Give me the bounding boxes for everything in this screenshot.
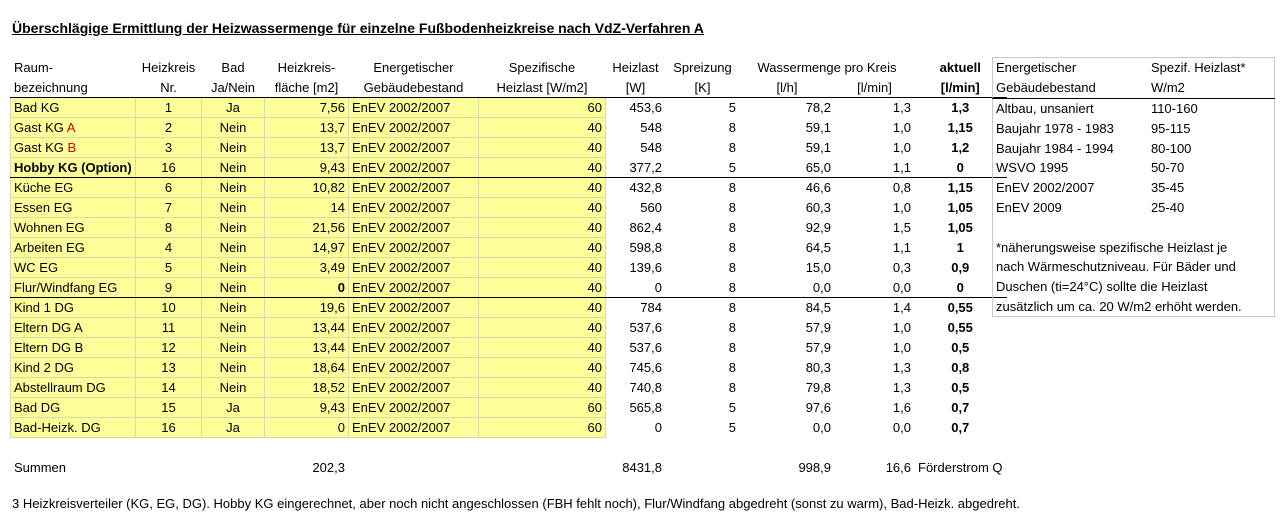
ref-header: Gebäudebestand — [993, 78, 1148, 98]
area-cell: 13,44 — [265, 338, 349, 358]
energy-standard-cell: EnEV 2002/2007 — [349, 338, 479, 358]
sum-load: 8431,8 — [622, 459, 662, 475]
header-cell: [l/min] — [835, 78, 915, 98]
actual-flow-cell: 1,15 — [947, 180, 973, 195]
flow-lh-cell: 0,0 — [740, 278, 835, 298]
bath-cell: Nein — [202, 118, 265, 138]
spread-cell: 8 — [728, 320, 736, 335]
ref-header: W/m2 — [1148, 78, 1275, 98]
flow-lmin-cell: 1,1 — [835, 158, 915, 178]
room-name-cell — [11, 398, 136, 418]
ref-value-cell: 25-40 — [1150, 199, 1185, 215]
room-suffix: B — [67, 140, 77, 155]
circuit-nr-cell: 13 — [136, 358, 202, 378]
bath-cell: Nein — [202, 178, 265, 198]
room-name-cell — [11, 298, 136, 318]
heat-load-cell: 740,8 — [629, 380, 662, 395]
area-cell: 13,7 — [265, 138, 349, 158]
specific-load-cell: 40 — [479, 358, 606, 378]
specific-load-cell: 60 — [479, 418, 606, 438]
circuit-nr-cell: 12 — [136, 338, 202, 358]
heat-load-cell: 537,6 — [629, 340, 662, 355]
spread-cell: 5 — [728, 400, 736, 415]
flow-lh-cell: 57,9 — [805, 320, 831, 335]
table-row — [11, 398, 1007, 418]
energy-standard-cell: EnEV 2002/2007 — [349, 198, 479, 218]
empty-cell — [666, 457, 740, 477]
room-name: Flur/Windfang EG — [14, 280, 118, 295]
room-name-cell — [11, 158, 136, 178]
area-cell: 18,64 — [265, 358, 349, 378]
area-cell: 9,43 — [265, 398, 349, 418]
sum-flow-lmin: 16,6 — [885, 459, 911, 475]
flow-lmin-cell: 1,3 — [892, 100, 911, 115]
room-name: Hobby KG (Option) — [14, 160, 132, 175]
room-name-cell — [11, 358, 136, 378]
room-name: Gast KG — [14, 120, 67, 135]
actual-flow-cell: 1,05 — [947, 200, 973, 215]
bath-cell: Ja — [202, 398, 265, 418]
spread-cell: 8 — [728, 200, 736, 215]
heat-load-cell: 377,2 — [606, 158, 666, 178]
area-cell: 13,44 — [265, 318, 349, 338]
specific-load-cell: 40 — [479, 198, 606, 218]
ref-type-cell: Altbau, unsaniert — [996, 100, 1094, 116]
room-name: Gast KG — [14, 140, 68, 155]
actual-flow-cell: 0,5 — [951, 380, 970, 395]
table-row — [11, 278, 1007, 298]
room-name: Essen EG — [14, 200, 73, 215]
actual-flow-cell: 0,8 — [951, 360, 970, 375]
room-name-cell — [11, 98, 136, 118]
ref-value-cell: 110-160 — [1150, 100, 1198, 116]
ref-value-cell: 95-115 — [1150, 120, 1191, 136]
bath-cell: Nein — [202, 238, 265, 258]
ref-row — [993, 118, 1275, 138]
energy-standard-cell: EnEV 2002/2007 — [349, 278, 479, 298]
table-row — [11, 338, 1007, 358]
actual-flow-cell: 1,3 — [951, 100, 970, 115]
spread-cell: 8 — [728, 140, 736, 155]
bath-cell: Nein — [202, 298, 265, 318]
bath-cell: Nein — [202, 318, 265, 338]
actual-flow-cell: 0,7 — [951, 400, 970, 415]
area-cell: 0 — [265, 278, 349, 298]
room-name: Wohnen EG — [14, 220, 85, 235]
energy-standard-cell: EnEV 2002/2007 — [349, 158, 479, 178]
circuit-nr-cell: 1 — [136, 98, 202, 118]
energy-standard-cell: EnEV 2002/2007 — [349, 178, 479, 198]
specific-load-cell: 60 — [479, 98, 606, 118]
circuit-nr-cell: 7 — [136, 198, 202, 218]
flow-lmin-cell: 1,0 — [892, 340, 911, 355]
actual-flow-cell: 1 — [956, 240, 964, 255]
actual-flow-cell: 0,5 — [951, 340, 970, 355]
circuit-nr-cell: 3 — [136, 138, 202, 158]
energy-standard-cell: EnEV 2002/2007 — [349, 118, 479, 138]
room-name: Kind 2 DG — [14, 360, 74, 375]
ref-type-cell: Baujahr 1984 - 1994 — [996, 140, 1114, 156]
ref-header: Spezif. Heizlast* — [1150, 60, 1246, 76]
flow-lmin-cell: 1,1 — [892, 240, 911, 255]
flow-lh-cell: 78,2 — [805, 100, 831, 115]
header-cell: Ja/Nein — [202, 78, 265, 98]
heat-load-cell: 453,6 — [629, 100, 662, 115]
flow-lh-cell: 65,0 — [740, 158, 835, 178]
sums-label: Summen — [14, 459, 67, 475]
flow-lh-cell: 57,9 — [805, 340, 831, 355]
table-row — [11, 98, 1007, 118]
area-cell: 3,49 — [265, 258, 349, 278]
ref-row — [993, 138, 1275, 158]
heat-load-cell: 548 — [640, 120, 662, 135]
room-name: Bad KG — [14, 100, 60, 115]
flow-lmin-cell: 1,6 — [892, 400, 911, 415]
spacer-row — [11, 438, 1007, 458]
area-cell: 19,6 — [265, 298, 349, 318]
specific-load-cell: 60 — [479, 398, 606, 418]
table-row — [11, 138, 1007, 158]
energy-standard-cell: EnEV 2002/2007 — [349, 138, 479, 158]
flow-lmin-cell: 0,3 — [892, 260, 911, 275]
room-name: Arbeiten EG — [14, 240, 85, 255]
room-name: Abstellraum DG — [14, 380, 106, 395]
empty-cell — [349, 457, 479, 477]
header-row-1 — [11, 58, 1007, 78]
spread-cell: 8 — [728, 120, 736, 135]
circuit-nr-cell: 6 — [136, 178, 202, 198]
table-row — [11, 418, 1007, 438]
header-cell: Raum- — [14, 60, 54, 75]
ref-row — [993, 198, 1275, 218]
room-name-cell — [11, 418, 136, 438]
room-name-cell — [11, 218, 136, 238]
room-name-cell — [11, 338, 136, 358]
specific-load-cell: 40 — [479, 318, 606, 338]
table-row — [11, 118, 1007, 138]
specific-load-cell: 40 — [479, 298, 606, 318]
heat-load-cell: 598,8 — [629, 240, 662, 255]
specific-load-cell: 40 — [479, 178, 606, 198]
area-cell: 10,82 — [265, 178, 349, 198]
room-name-cell — [11, 138, 136, 158]
room-name: WC EG — [14, 260, 59, 275]
actual-flow-cell: 0,55 — [947, 300, 973, 315]
flow-lh-cell: 59,1 — [805, 120, 831, 135]
flow-lh-cell: 64,5 — [805, 240, 831, 255]
bath-cell: Ja — [202, 418, 265, 438]
specific-load-cell: 40 — [479, 218, 606, 238]
flow-lh-cell: 79,8 — [805, 380, 831, 395]
specific-load-cell: 40 — [479, 238, 606, 258]
room-name-cell — [11, 118, 136, 138]
table-row — [11, 318, 1007, 338]
spread-cell: 5 — [728, 420, 736, 435]
header-cell: Heizkreis — [141, 60, 196, 75]
room-name-cell — [11, 258, 136, 278]
header-cell: Spreizung — [673, 60, 732, 75]
room-suffix: A — [66, 120, 76, 135]
energy-standard-cell: EnEV 2002/2007 — [349, 398, 479, 418]
flow-lmin-cell: 1,3 — [892, 360, 911, 375]
circuit-nr-cell: 4 — [136, 238, 202, 258]
ref-note-row — [993, 277, 1275, 297]
header-cell: Gebäudebestand — [349, 78, 479, 98]
table-row — [11, 238, 1007, 258]
spread-cell: 8 — [728, 360, 736, 375]
table-row — [11, 198, 1007, 218]
ref-value-cell: 80-100 — [1150, 140, 1192, 156]
heating-circuit-table — [10, 57, 1007, 478]
ref-note-row — [993, 297, 1275, 317]
table-row — [11, 378, 1007, 398]
bath-cell: Nein — [202, 378, 265, 398]
actual-flow-cell: 0,9 — [951, 260, 970, 275]
circuit-nr-cell: 5 — [136, 258, 202, 278]
header-cell: fläche [m2] — [265, 78, 349, 98]
footer-note: 3 Heizkreisverteiler (KG, EG, DG). Hobby KG eingerechnet, aber noch nicht angeschlossen (FBH fehlt noch), Flur/Windfang abgedreht (sonst zu warm), Bad-Heizk. abgedreht. — [12, 496, 1020, 511]
ref-note-row — [993, 237, 1275, 257]
sum-area: 202,3 — [312, 459, 345, 475]
header-cell: Spezifische — [508, 60, 576, 75]
circuit-nr-cell: 16 — [136, 418, 202, 438]
area-cell: 0 — [265, 418, 349, 438]
room-name: Kind 1 DG — [14, 300, 74, 315]
heat-load-cell: 862,4 — [629, 220, 662, 235]
heat-load-cell: 0 — [606, 278, 666, 298]
specific-load-cell: 40 — [479, 338, 606, 358]
flow-lmin-cell: 1,0 — [892, 120, 911, 135]
bath-cell: Nein — [202, 358, 265, 378]
flow-lh-cell: 60,3 — [805, 200, 831, 215]
flow-lh-cell: 84,5 — [805, 300, 831, 315]
header-cell: [W] — [606, 78, 666, 98]
specific-load-cell: 40 — [479, 258, 606, 278]
ref-note-row — [993, 257, 1275, 277]
room-name-cell — [11, 278, 136, 298]
empty-cell — [202, 457, 265, 477]
flow-lh-cell: 15,0 — [805, 260, 831, 275]
energy-standard-cell: EnEV 2002/2007 — [349, 258, 479, 278]
area-cell: 9,43 — [265, 158, 349, 178]
reference-table — [992, 57, 1275, 317]
spread-cell: 5 — [666, 158, 740, 178]
actual-flow-cell: 0,55 — [947, 320, 973, 335]
spread-cell: 8 — [728, 180, 736, 195]
spread-cell: 8 — [728, 240, 736, 255]
ref-value-cell: 50-70 — [1150, 160, 1185, 176]
ref-note-line: *näherungsweise spezifische Heizlast je — [996, 239, 1228, 255]
circuit-nr-cell: 16 — [136, 158, 202, 178]
area-cell: 13,7 — [265, 118, 349, 138]
spread-cell: 8 — [728, 300, 736, 315]
header-cell: Heizlast — [612, 60, 659, 75]
flow-lh-cell: 92,9 — [805, 220, 831, 235]
empty-cell — [136, 457, 202, 477]
header-row-2 — [11, 78, 1007, 98]
header-cell: Heizkreis- — [277, 60, 336, 75]
energy-standard-cell: EnEV 2002/2007 — [349, 358, 479, 378]
heat-load-cell: 784 — [640, 300, 662, 315]
header-cell: [l/h] — [740, 78, 835, 98]
ref-type-cell: Baujahr 1978 - 1983 — [996, 120, 1114, 136]
area-cell: 18,52 — [265, 378, 349, 398]
area-cell: 21,56 — [265, 218, 349, 238]
heat-load-cell: 0 — [654, 420, 662, 435]
ref-row — [993, 178, 1275, 198]
ref-type-cell: EnEV 2002/2007 — [996, 180, 1095, 196]
actual-flow-cell: 1,2 — [951, 140, 970, 155]
flow-lmin-cell: 1,0 — [892, 200, 911, 215]
specific-load-cell: 40 — [479, 378, 606, 398]
room-name: Bad-Heizk. DG — [14, 420, 101, 435]
table-row — [11, 358, 1007, 378]
ref-note-line: zusätzlich um ca. 20 W/m2 erhöht werden. — [996, 298, 1242, 314]
bath-cell: Ja — [202, 98, 265, 118]
bath-cell: Nein — [202, 198, 265, 218]
room-name-cell — [11, 238, 136, 258]
flow-lmin-cell: 0,0 — [835, 278, 915, 298]
header-cell: aktuell — [939, 60, 981, 75]
flow-lh-cell: 0,0 — [812, 420, 831, 435]
table-row — [11, 218, 1007, 238]
bath-cell: Nein — [202, 258, 265, 278]
ref-type-cell: EnEV 2009 — [996, 199, 1062, 215]
flow-lmin-cell: 1,0 — [892, 320, 911, 335]
spread-cell: 8 — [728, 260, 736, 275]
energy-standard-cell: EnEV 2002/2007 — [349, 98, 479, 118]
spread-cell: 8 — [666, 278, 740, 298]
energy-standard-cell: EnEV 2002/2007 — [349, 418, 479, 438]
ref-header: Energetischer — [996, 60, 1077, 76]
heat-load-cell: 565,8 — [629, 400, 662, 415]
room-name-cell — [11, 178, 136, 198]
circuit-nr-cell: 14 — [136, 378, 202, 398]
circuit-nr-cell: 10 — [136, 298, 202, 318]
circuit-nr-cell: 15 — [136, 398, 202, 418]
flow-lh-cell: 80,3 — [805, 360, 831, 375]
room-name: Bad DG — [14, 400, 61, 415]
flow-lmin-cell: 1,5 — [892, 220, 911, 235]
flow-lmin-cell: 1,4 — [892, 300, 911, 315]
bath-cell: Nein — [202, 158, 265, 178]
spread-cell: 8 — [728, 220, 736, 235]
area-cell: 7,56 — [265, 98, 349, 118]
header-cell: [l/min] — [915, 78, 1007, 98]
table-row — [11, 298, 1007, 318]
specific-load-cell: 40 — [479, 138, 606, 158]
circuit-nr-cell: 8 — [136, 218, 202, 238]
header-cell: [K] — [666, 78, 740, 98]
sums-row — [11, 457, 1007, 477]
heat-load-cell: 745,6 — [629, 360, 662, 375]
spread-cell: 8 — [728, 380, 736, 395]
circuit-nr-cell: 11 — [136, 318, 202, 338]
sum-flow-lh: 998,9 — [798, 459, 831, 475]
table-row — [11, 258, 1007, 278]
bath-cell: Nein — [202, 218, 265, 238]
room-name: Eltern DG A — [14, 320, 83, 335]
bath-cell: Nein — [202, 138, 265, 158]
energy-standard-cell: EnEV 2002/2007 — [349, 318, 479, 338]
area-cell: 14,97 — [265, 238, 349, 258]
empty-cell — [479, 457, 606, 477]
header-cell: Heizlast [W/m2] — [479, 78, 606, 98]
room-name-cell — [11, 378, 136, 398]
ref-value-cell: 35-45 — [1150, 180, 1185, 196]
sum-note: Förderstrom Q — [918, 459, 1003, 475]
actual-flow-cell: 1,05 — [947, 220, 973, 235]
heat-load-cell: 537,6 — [629, 320, 662, 335]
flow-lmin-cell: 0,8 — [892, 180, 911, 195]
header-cell: Bad — [221, 60, 245, 75]
circuit-nr-cell: 9 — [136, 278, 202, 298]
header-cell: Nr. — [136, 78, 202, 98]
energy-standard-cell: EnEV 2002/2007 — [349, 378, 479, 398]
flow-lh-cell: 97,6 — [805, 400, 831, 415]
header-cell: Energetischer — [373, 60, 454, 75]
ref-row — [993, 158, 1275, 178]
specific-load-cell: 40 — [479, 118, 606, 138]
flow-lmin-cell: 1,3 — [892, 380, 911, 395]
ref-type-cell: WSVO 1995 — [996, 160, 1069, 176]
specific-load-cell: 40 — [479, 278, 606, 298]
heat-load-cell: 560 — [640, 200, 662, 215]
page-title: Überschlägige Ermittlung der Heizwassermenge für einzelne Fußbodenheizkreise nach VdZ-Verfahren A — [12, 20, 704, 36]
room-name: Eltern DG B — [14, 340, 84, 355]
ref-note-line: Duschen (ti=24°C) sollte die Heizlast — [996, 279, 1208, 295]
flow-lmin-cell: 1,0 — [892, 140, 911, 155]
actual-flow-cell: 0,7 — [951, 420, 970, 435]
actual-flow-cell: 1,15 — [947, 120, 973, 135]
heat-load-cell: 432,8 — [629, 180, 662, 195]
bath-cell: Nein — [202, 278, 265, 298]
energy-standard-cell: EnEV 2002/2007 — [349, 298, 479, 318]
header-cell: Wassermenge pro Kreis — [757, 60, 897, 75]
spread-cell: 5 — [728, 100, 736, 115]
ref-row — [993, 98, 1275, 118]
specific-load-cell: 40 — [479, 158, 606, 178]
table-row — [11, 178, 1007, 198]
actual-flow-cell: 0 — [915, 278, 1007, 298]
heat-load-cell: 548 — [640, 140, 662, 155]
actual-flow-cell: 0 — [915, 158, 1007, 178]
heat-load-cell: 139,6 — [629, 260, 662, 275]
flow-lh-cell: 46,6 — [805, 180, 831, 195]
room-name-cell — [11, 318, 136, 338]
room-name-cell — [11, 198, 136, 218]
flow-lh-cell: 59,1 — [805, 140, 831, 155]
area-cell: 14 — [265, 198, 349, 218]
ref-note-line: nach Wärmeschutzniveau. Für Bäder und — [996, 259, 1236, 275]
room-name: Küche EG — [14, 180, 74, 195]
bath-cell: Nein — [202, 338, 265, 358]
spread-cell: 8 — [728, 340, 736, 355]
circuit-nr-cell: 2 — [136, 118, 202, 138]
flow-lmin-cell: 0,0 — [892, 420, 911, 435]
header-cell: bezeichnung — [11, 78, 136, 98]
energy-standard-cell: EnEV 2002/2007 — [349, 238, 479, 258]
table-row — [11, 158, 1007, 178]
energy-standard-cell: EnEV 2002/2007 — [349, 218, 479, 238]
